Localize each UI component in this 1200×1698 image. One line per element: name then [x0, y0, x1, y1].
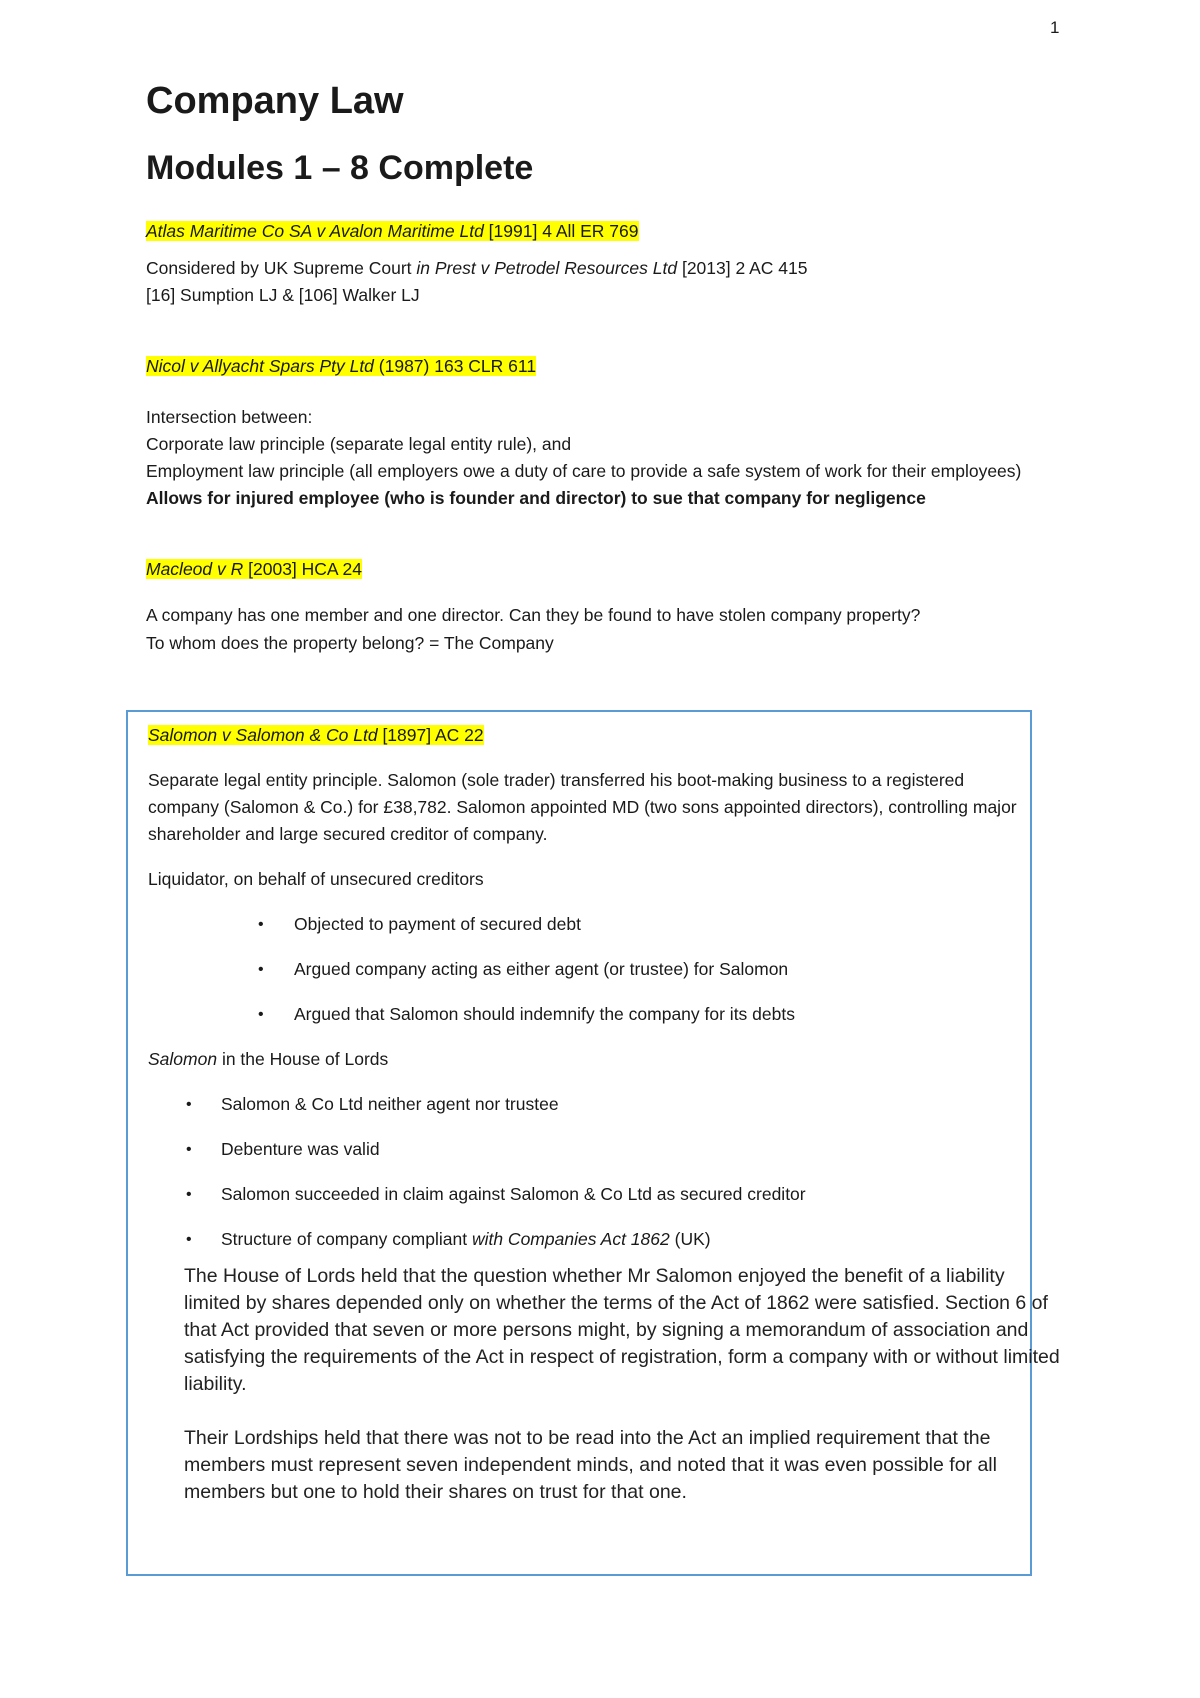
- list-item-text: Objected to payment of secured debt: [294, 914, 581, 934]
- list-item: [148, 911, 1028, 938]
- hol-points: [148, 1091, 1028, 1253]
- bullet-icon: •: [186, 1231, 192, 1248]
- list-item: [148, 1136, 1028, 1163]
- case-name: Salomon v Salomon & Co Ltd: [148, 725, 378, 745]
- list-item-suffix: (UK): [669, 1229, 711, 1249]
- page-number: 1: [1050, 18, 1060, 37]
- nicol-body: [146, 404, 1046, 512]
- bullet-icon: •: [258, 916, 264, 933]
- text-line: Corporate law principle (separate legal entity rule), and: [146, 434, 572, 455]
- case-name: Macleod v R: [146, 559, 244, 580]
- note-text: Considered by UK Supreme Court: [146, 258, 417, 279]
- note-citation: [2013] 2 AC 415: [677, 258, 808, 279]
- page-subtitle: Modules 1 – 8 Complete: [146, 148, 534, 187]
- list-item: [148, 1226, 1028, 1253]
- hol-paragraph-2: Their Lordships held that there was not to be read into the Act an implied requirement that the members must represent seven independent minds, and noted that it was even possible for all members but one to hold their shares on trust for that one.: [184, 1427, 997, 1503]
- list-item-text: Salomon succeeded in claim against Salomon & Co Ltd as secured creditor: [221, 1184, 806, 1204]
- list-item: [148, 1091, 1028, 1118]
- case-citation: [2003] HCA 24: [243, 559, 362, 580]
- salomon-box-content: [148, 720, 1060, 1506]
- list-item-text: Structure of company compliant: [221, 1229, 472, 1249]
- bullet-icon: •: [258, 961, 264, 978]
- hol-intro: [148, 1046, 1028, 1073]
- case-citation: [1991] 4 All ER 769: [483, 221, 639, 242]
- case-heading-nicol: [146, 353, 1046, 380]
- list-item: [148, 1181, 1028, 1208]
- hol-rest: in the House of Lords: [217, 1049, 389, 1069]
- bold-conclusion: Allows for injured employee (who is founder and director) to sue that company for negligence: [146, 488, 926, 509]
- text-line: A company has one member and one director. Can they be found to have stolen company property?: [146, 605, 921, 626]
- liquidator-points: [148, 911, 1028, 1028]
- note-line2: [16] Sumption LJ & [106] Walker LJ: [146, 285, 420, 306]
- case-heading-macleod: [146, 556, 1046, 583]
- list-item-text: Debenture was valid: [221, 1139, 380, 1159]
- text-line: Intersection between:: [146, 407, 313, 428]
- hol-case: Salomon: [148, 1049, 218, 1069]
- bullet-icon: •: [186, 1141, 192, 1158]
- atlas-note: [146, 255, 1046, 309]
- list-item-italic: with Companies Act 1862: [471, 1229, 670, 1249]
- bullet-icon: •: [258, 1006, 264, 1023]
- macleod-body: [146, 601, 1046, 657]
- hol-paragraph-1: The House of Lords held that the question whether Mr Salomon enjoyed the benefit of a liability limited by shares depended only on whether the terms of the Act of 1862 were satisfied. Section 6 of that Act provided that seven or more persons might, by signing a memorandum of association and satisfying the requirements of the Act in respect of registration, form a company with or without limited liability.: [184, 1265, 1060, 1395]
- text-line: Employment law principle (all employers owe a duty of care to provide a safe system of work for their employees): [146, 461, 1022, 482]
- case-citation: [1897] AC 22: [377, 725, 484, 745]
- case-name: Atlas Maritime Co SA v Avalon Maritime Ltd: [146, 221, 484, 242]
- salomon-summary: Separate legal entity principle. Salomon (sole trader) transferred his boot-making business to a registered company (Salomon & Co.) for £38,782. Salomon appointed MD (two sons appointed directors), controlling major shareholder and large secured creditor of company.: [148, 770, 1017, 844]
- note-case: in Prest v Petrodel Resources Ltd: [416, 258, 678, 279]
- list-item: [148, 1001, 1028, 1028]
- case-citation: (1987) 163 CLR 611: [373, 356, 537, 377]
- document-body: [146, 78, 1046, 657]
- case-heading-atlas: [146, 218, 1046, 245]
- salomon-case-box: [126, 710, 1060, 1576]
- liquidator-intro: Liquidator, on behalf of unsecured creditors: [148, 869, 484, 889]
- bullet-icon: •: [186, 1186, 192, 1203]
- case-heading-salomon: [148, 722, 1028, 749]
- list-item-text: Argued company acting as either agent (or trustee) for Salomon: [294, 959, 789, 979]
- page-title: Company Law: [146, 80, 404, 122]
- list-item-text: Salomon & Co Ltd neither agent nor trustee: [221, 1094, 559, 1114]
- list-item-text: Argued that Salomon should indemnify the company for its debts: [294, 1004, 795, 1024]
- text-line: To whom does the property belong? = The Company: [146, 633, 554, 654]
- case-name: Nicol v Allyacht Spars Pty Ltd: [146, 356, 374, 377]
- bullet-icon: •: [186, 1096, 192, 1113]
- list-item: [148, 956, 1028, 983]
